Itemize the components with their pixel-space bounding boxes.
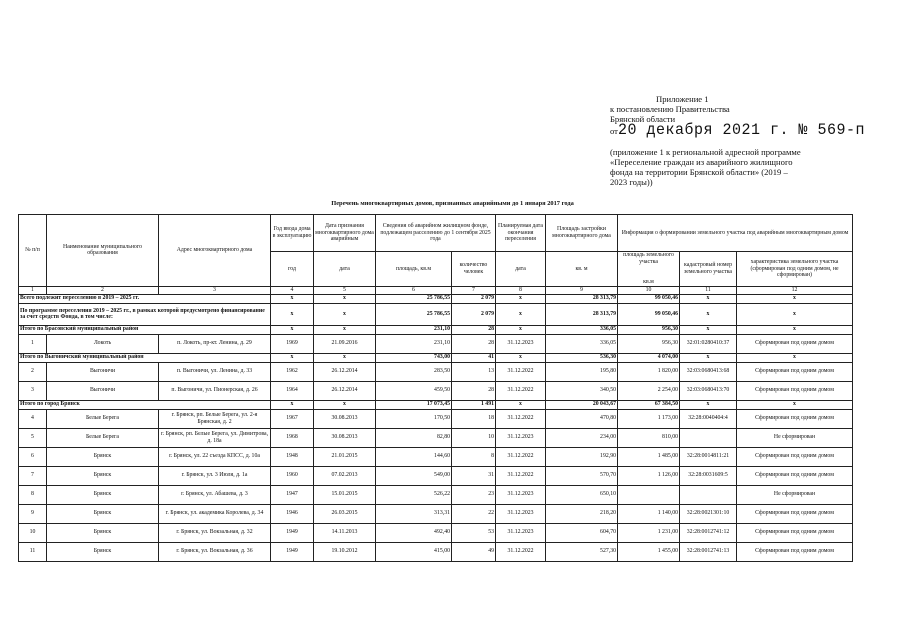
cell-c10: 1 140,00 [618,504,680,523]
cell-c10: 1 126,00 [618,466,680,485]
cell-c9: 336,05 [546,334,618,353]
cell-c5: 19.10.2012 [314,542,376,561]
cell-c6: 549,00 [376,466,452,485]
cell-c9: 20 043,67 [546,400,618,409]
cell-c6: 144,60 [376,447,452,466]
cell-c9: 340,50 [546,381,618,400]
cell-c12: x [737,303,853,325]
cell-c4: x [271,294,314,303]
cell-c12: Сформирован под одним домом [737,542,853,561]
cell-c5: 15.01.2015 [314,485,376,504]
cell-c6: 526,22 [376,485,452,504]
cell-c7: 18 [452,409,496,428]
table-row [19,542,853,561]
cell-addr: г. Брянск, ул. Абашева, д. 3 [159,485,271,504]
column-number: 8 [496,286,546,294]
cell-c12: Сформирован под одним домом [737,466,853,485]
cell-c10 [618,485,680,504]
cell-addr: г. Брянск, ул. Вокзальная, д. 32 [159,523,271,542]
table-row [19,334,853,353]
column-number: 1 [19,286,47,294]
cell-n: 11 [19,542,47,561]
cell-n: 9 [19,504,47,523]
appendix-date [610,121,870,140]
cell-c8: x [496,294,546,303]
table-row [19,485,853,504]
summary-row [19,353,853,362]
cell-c9: 604,70 [546,523,618,542]
cell-c7: 28 [452,334,496,353]
appendix-line: к постановлению Правительства [610,104,730,114]
table-row [19,362,853,381]
column-number: 4 [271,286,314,294]
column-numbers-row [19,286,853,294]
table-row [19,504,853,523]
cell-mun: Брянск [47,485,159,504]
header-address: Адрес многоквартирного дома [159,215,271,287]
cell-mun: Брянск [47,542,159,561]
cell-label: Итого по Брасовский муниципальный район [19,325,271,334]
cell-c8: x [496,303,546,325]
header-planned-end: Планируемая дата окончания переселения [496,215,546,252]
cell-c4: 1967 [271,409,314,428]
unit-people: количество человек [452,252,496,287]
cell-c4: 1969 [271,334,314,353]
cell-c4: 1949 [271,542,314,561]
cell-c7: 31 [452,466,496,485]
cell-c5: x [314,353,376,362]
cell-c4: 1964 [271,381,314,400]
column-number: 7 [452,286,496,294]
cell-c5: 14.11.2013 [314,523,376,542]
appendix-note: 2023 годы)) [610,177,653,187]
cell-c11: 32:28:0021301:10 [680,504,737,523]
cell-c7: 10 [452,428,496,447]
table-row [19,428,853,447]
table-row [19,466,853,485]
appendix-title: Приложение 1 [656,94,709,104]
cell-c9: 536,30 [546,353,618,362]
appendix-block [610,94,870,187]
cell-c6: 25 786,55 [376,294,452,303]
cell-c6: 283,50 [376,362,452,381]
cell-c7: 1 491 [452,400,496,409]
cell-mun: Брянск [47,504,159,523]
cell-c10: 956,30 [618,325,680,334]
cell-c10: 1 231,00 [618,523,680,542]
header-built-area: Площадь застройки многоквартирного дома [546,215,618,252]
cell-mun: Белые Берега [47,409,159,428]
cell-c9: 527,30 [546,542,618,561]
cell-c5: x [314,303,376,325]
cell-c5: x [314,325,376,334]
cell-c9: 28 313,79 [546,294,618,303]
cell-c12: Сформирован под одним домом [737,334,853,353]
date-prefix: от [610,126,618,136]
cell-mun: Белые Берега [47,428,159,447]
cell-c10: 1 455,00 [618,542,680,561]
cell-c5: 26.12.2014 [314,381,376,400]
summary-row [19,325,853,334]
header-land-area [618,252,680,287]
unit-date: дата [314,252,376,287]
cell-c11: 32:28:0040404:4 [680,409,737,428]
cell-c8: 31.12.2023 [496,504,546,523]
cell-c6: 170,50 [376,409,452,428]
cell-c8: 31.12.2022 [496,362,546,381]
header-recognition-date: Дата признания многоквартирного дома аварийным [314,215,376,252]
cell-c5: 21.01.2015 [314,447,376,466]
column-number: 10 [618,286,680,294]
appendix-note: «Переселение граждан из аварийного жилищного [610,157,793,167]
cell-addr: п. Локоть, пр-кт. Ленина, д. 29 [159,334,271,353]
cell-n: 3 [19,381,47,400]
cell-c8: 31.12.2022 [496,381,546,400]
cell-c12: Сформирован под одним домом [737,447,853,466]
cell-n: 2 [19,362,47,381]
cell-c7: 28 [452,381,496,400]
unit-area: площадь, кв.м [376,252,452,287]
unit-year: год [271,252,314,287]
cell-mun: Брянск [47,466,159,485]
cell-c7: 41 [452,353,496,362]
table-row [19,409,853,428]
cell-c11: 32:03:0680413:68 [680,362,737,381]
cell-mun: Выгоничи [47,381,159,400]
cell-n: 6 [19,447,47,466]
cell-c8: 31.12.2022 [496,447,546,466]
column-number: 3 [159,286,271,294]
cell-c12: Сформирован под одним домом [737,362,853,381]
cell-c6: 82,80 [376,428,452,447]
cell-c6: 25 786,55 [376,303,452,325]
summary-row [19,303,853,325]
cell-c11: 32:28:0012741:12 [680,523,737,542]
cell-c11: x [680,294,737,303]
cell-c11 [680,485,737,504]
cell-c7: 13 [452,362,496,381]
cell-c5: 21.09.2016 [314,334,376,353]
cell-c12: Сформирован под одним домом [737,381,853,400]
summary-row [19,294,853,303]
cell-c5: 26.03.2015 [314,504,376,523]
cell-label: Всего подлежит переселению в 2019 – 2025 гг. [19,294,271,303]
cell-c8: x [496,325,546,334]
cell-c9: 28 313,79 [546,303,618,325]
cell-c11: x [680,325,737,334]
cell-c11: x [680,303,737,325]
cell-c7: 2 079 [452,294,496,303]
cell-c9: 470,80 [546,409,618,428]
date-stamp: 20 декабря 2021 г. № 569-п [617,121,865,140]
cell-c10: 4 074,00 [618,353,680,362]
appendix-line: Брянской области [610,114,676,124]
header-year-built: Год ввода дома в эксплуатацию [271,215,314,252]
cell-c5: 26.12.2014 [314,362,376,381]
cell-c9: 336,05 [546,325,618,334]
cell-c5: 30.08.2013 [314,409,376,428]
header-municipality: Наименование муниципального образования [47,215,159,287]
cell-c7: 23 [452,485,496,504]
table-row [19,381,853,400]
cell-mun: Брянск [47,447,159,466]
column-number: 11 [680,286,737,294]
cell-c8: x [496,400,546,409]
cell-addr: г. Брянск, рп. Белые Берега, ул. 2-я Брянская, д. 2 [159,409,271,428]
cell-c9: 192,90 [546,447,618,466]
cell-c6: 459,50 [376,381,452,400]
cell-mun: Выгоничи [47,362,159,381]
cell-mun: Локоть [47,334,159,353]
cell-c7: 49 [452,542,496,561]
column-number: 2 [47,286,159,294]
cell-addr: г. Брянск, ул. Вокзальная, д. 36 [159,542,271,561]
cell-c12: Сформирован под одним домом [737,523,853,542]
cell-label: Итого по город Брянск [19,400,271,409]
cell-c10: 1 485,00 [618,447,680,466]
cell-c11: 32:28:0031609:5 [680,466,737,485]
cell-n: 10 [19,523,47,542]
cell-c6: 415,00 [376,542,452,561]
cell-mun: Брянск [47,523,159,542]
cell-c5: x [314,294,376,303]
cell-c12: Не сформирован [737,485,853,504]
cell-c11: 32:28:0014811:21 [680,447,737,466]
cell-c11: 32:28:0012741:13 [680,542,737,561]
cell-addr: г. Брянск, ул. 3 Июля, д. 1а [159,466,271,485]
cell-n: 4 [19,409,47,428]
unit-sqm2: кв.м [643,279,654,286]
cell-addr: п. Выгоничи, ул. Ленина, д. 33 [159,362,271,381]
unit-sqm: кв. м [546,252,618,287]
cell-c12: x [737,353,853,362]
cell-c12: x [737,325,853,334]
cell-c4: 1962 [271,362,314,381]
cell-c8: x [496,353,546,362]
cell-addr: г. Брянск, рп. Белые Берега, ул. Димитрова, д. 18а [159,428,271,447]
cell-c12: Сформирован под одним домом [737,504,853,523]
cell-c8: 31.12.2023 [496,428,546,447]
cell-c9: 650,10 [546,485,618,504]
column-number: 12 [737,286,853,294]
cell-addr: г. Брянск, ул. 22 съезда КПСС, д. 10а [159,447,271,466]
cell-c11: 32:03:0680413:70 [680,381,737,400]
cell-c6: 17 073,45 [376,400,452,409]
cell-c10: 99 050,46 [618,294,680,303]
table-row [19,523,853,542]
summary-row [19,400,853,409]
unit-date2: дата [496,252,546,287]
document-title: Перечень многоквартирных домов, признанных аварийными до 1 января 2017 года [331,200,574,207]
cell-c10: 1 173,00 [618,409,680,428]
cell-c5: 07.02.2013 [314,466,376,485]
cell-c9: 234,00 [546,428,618,447]
column-number: 5 [314,286,376,294]
cell-c4: x [271,325,314,334]
cell-c8: 31.12.2022 [496,409,546,428]
cell-label: Итого по Выгоничский муниципальный район [19,353,271,362]
table-row [19,447,853,466]
cell-c8: 31.12.2022 [496,466,546,485]
cell-addr: г. Брянск, ул. академика Королева, д. 34 [159,504,271,523]
cell-n: 7 [19,466,47,485]
cell-c10: 67 384,50 [618,400,680,409]
header-num: № п/п [19,215,47,287]
column-number: 6 [376,286,452,294]
cell-c4: x [271,303,314,325]
land-area-label: площадь земельного участка [623,252,674,265]
cell-c10: 956,30 [618,334,680,353]
cell-c9: 570,70 [546,466,618,485]
cell-c4: x [271,400,314,409]
cell-c4: 1947 [271,485,314,504]
cell-c12: x [737,400,853,409]
cell-c12: x [737,294,853,303]
cell-c9: 195,80 [546,362,618,381]
cell-c6: 492,40 [376,523,452,542]
cell-c9: 218,20 [546,504,618,523]
cell-addr: п. Выгоничи, ул. Пионерская, д. 26 [159,381,271,400]
cell-c4: 1946 [271,504,314,523]
cell-c4: x [271,353,314,362]
cell-n: 5 [19,428,47,447]
cell-c4: 1968 [271,428,314,447]
header-land-info: Информация о формировании земельного участка под аварийным многоквартирным домом [618,215,853,252]
cell-c8: 31.12.2023 [496,485,546,504]
cell-c4: 1960 [271,466,314,485]
cell-c10: 99 050,46 [618,303,680,325]
cell-c7: 8 [452,447,496,466]
housing-table [18,214,853,562]
cell-label: По программе переселения 2019 – 2025 гг., в рамках которой предусмотрено финансирование за счет средств Фонда, в том числе: [19,303,271,325]
cell-c6: 313,31 [376,504,452,523]
cell-c7: 28 [452,325,496,334]
cell-c12: Не сформирован [737,428,853,447]
header-emergency-info: Сведения об аварийном жилищном фонде, подлежащем расселению до 1 сентября 2025 года [376,215,496,252]
cell-c4: 1949 [271,523,314,542]
cell-c6: 231,10 [376,334,452,353]
cell-c11: x [680,353,737,362]
cell-c5: 30.08.2013 [314,428,376,447]
cell-c11 [680,428,737,447]
cell-n: 8 [19,485,47,504]
appendix-note: (приложение 1 к региональной адресной программе [610,147,801,157]
cell-c6: 231,10 [376,325,452,334]
cell-c11: x [680,400,737,409]
cell-c7: 22 [452,504,496,523]
cell-c10: 2 254,00 [618,381,680,400]
cell-c7: 53 [452,523,496,542]
cell-c10: 810,00 [618,428,680,447]
column-number: 9 [546,286,618,294]
cell-c8: 31.12.2022 [496,542,546,561]
header-cadastral: кадастровый номер земельного участка [680,252,737,287]
cell-c7: 2 079 [452,303,496,325]
header-land-char: характеристика земельного участка (сформирован под одним домом, не сформирован) [737,252,853,287]
cell-c4: 1948 [271,447,314,466]
cell-n: 1 [19,334,47,353]
cell-c5: x [314,400,376,409]
cell-c8: 31.12.2023 [496,523,546,542]
cell-c6: 743,00 [376,353,452,362]
cell-c12: Сформирован под одним домом [737,409,853,428]
cell-c8: 31.12.2023 [496,334,546,353]
cell-c10: 1 820,00 [618,362,680,381]
cell-c11: 32:01:0280410:37 [680,334,737,353]
appendix-note: фонда на территории Брянской области» (2019 – [610,167,788,177]
